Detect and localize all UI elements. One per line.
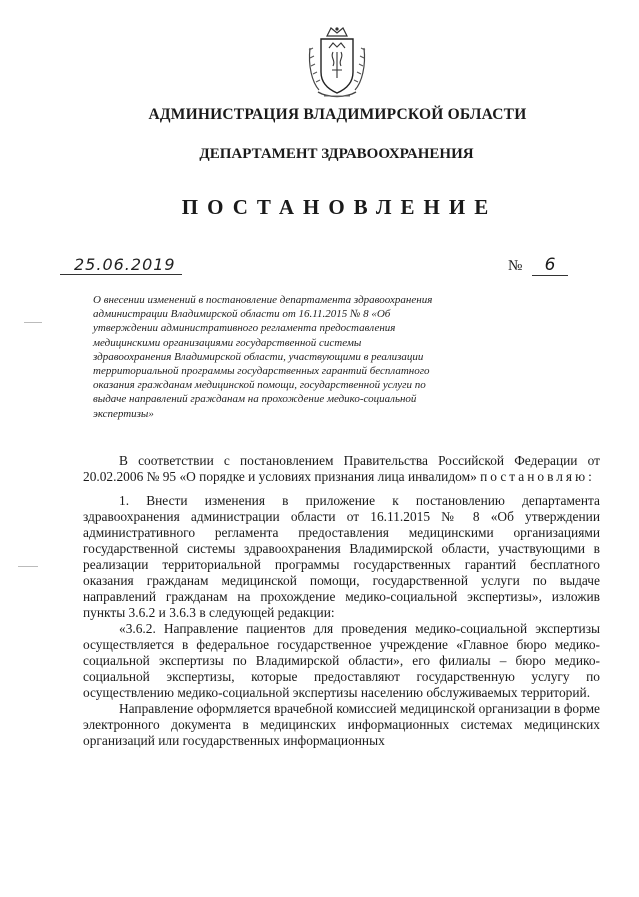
- number-label: №: [508, 258, 523, 274]
- item-1-paragraph: 1. Внести изменения в приложение к постановлению департамента здравоохранения администрации области от 16.11.2015 № 8 «Об утверждении административного регламента предоставления медицинскими организациями государственной системы здравоохранения Владимирской области, участвующими в реализации территориальной программы государственных гарантий бесплатного оказания гражданам медицинской помощи, государственной услуги по выдаче направлений гражданам на прохождение медико-социальной экспертизы», изложив пункты 3.6.2 и 3.6.3 в следующей редакции:: [83, 493, 600, 620]
- department-heading: ДЕПАРТАМЕНТ ЗДРАВООХРАНЕНИЯ: [199, 146, 474, 162]
- resolve-text: постановляю:: [480, 469, 595, 484]
- document-type-title: ПОСТАНОВЛЕНИЕ: [181, 195, 498, 219]
- preamble-paragraph: [83, 453, 600, 485]
- decree-body: [83, 453, 600, 749]
- decree-subject: О внесении изменений в постановление департамента здравоохранения администрации Владимирской области от 16.11.2015 № 8 «Об утверждении административного регламента предоставления медицинскими организациями государственной системы здравоохранения Владимирской области, участвующими в реализации территориальной программы государственных гарантий бесплатного оказания гражданам медицинской помощи, государственной услуги по выдаче направлений гражданам на прохождение медико-социальной экспертизы»: [93, 294, 433, 420]
- coat-of-arms-icon: [306, 26, 368, 102]
- preamble-text: В соответствии с постановлением Правительства Российской Федерации от 20.02.2006 № 95 «О порядке и условиях признания лица инвалидом»: [83, 453, 600, 484]
- number-value: 6: [532, 255, 568, 276]
- organization-heading: АДМИНИСТРАЦИЯ ВЛАДИМИРСКОЙ ОБЛАСТИ: [148, 106, 527, 123]
- margin-scan-mark: [24, 322, 42, 323]
- quote-direction-paragraph: Направление оформляется врачебной комиссией медицинской организации в форме электронного документа в медицинских информационных системах медицинских организаций или государственных информационных: [83, 701, 600, 748]
- quote-3-6-2-paragraph: «3.6.2. Направление пациентов для проведения медико-социальной экспертизы осуществляется в федеральное государственное учреждение «Главное бюро медико-социальной экспертизы по Владимирской области», его филиалы – бюро медико-социальной экспертизы, которые предоставляют государственную услугу по осуществлению медико-социальной экспертизы населению обслуживаемых территорий.: [83, 621, 600, 700]
- document-number: [508, 255, 568, 276]
- margin-scan-mark: [18, 566, 38, 567]
- document-date: 25.06.2019: [60, 255, 182, 275]
